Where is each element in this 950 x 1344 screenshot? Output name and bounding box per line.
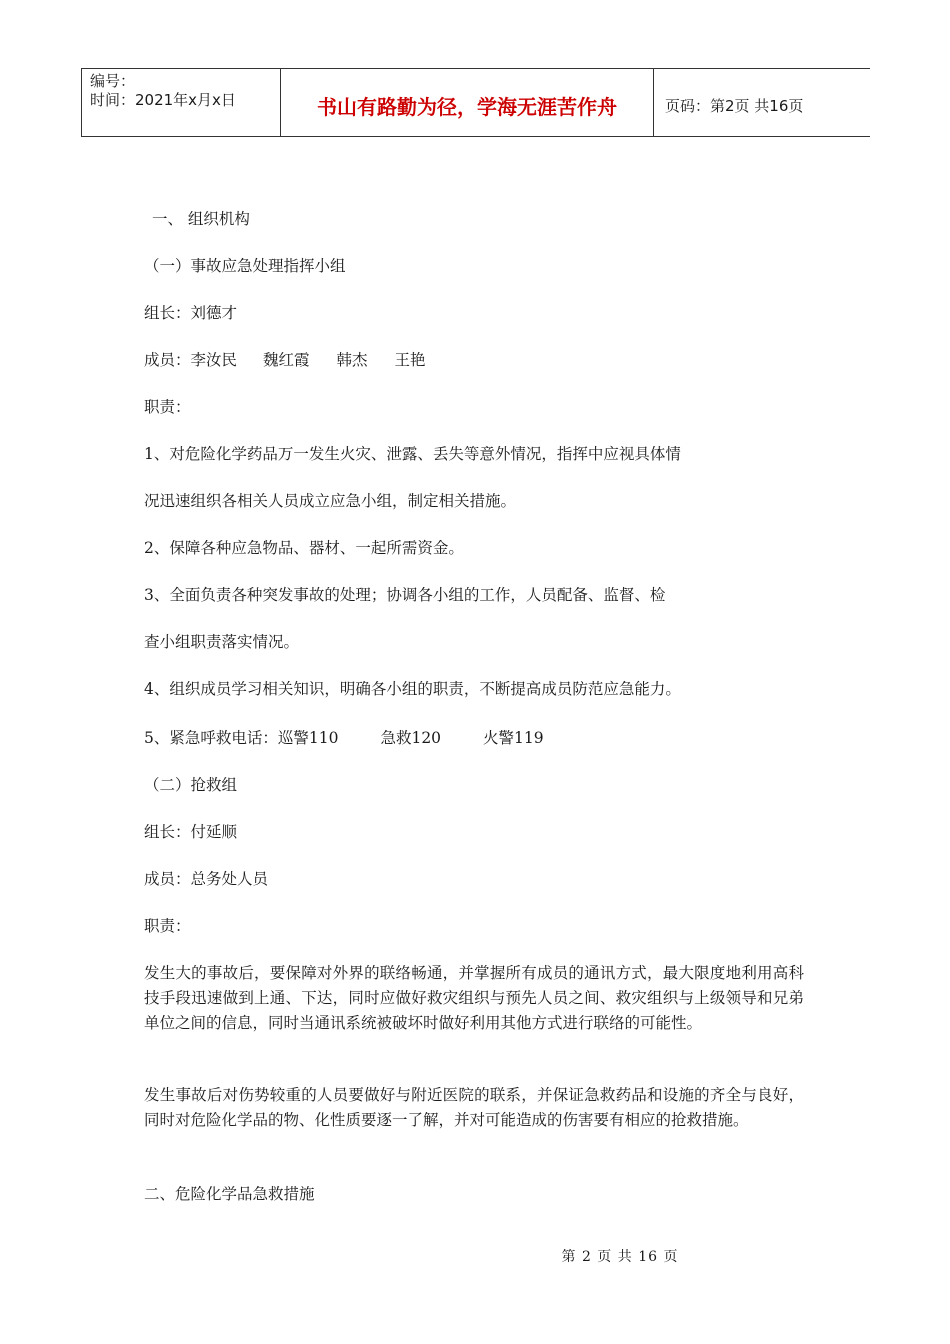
duty-item: 3、全面负责各种突发事故的处理；协调各小组的工作，人员配备、监督、检 bbox=[144, 586, 666, 604]
member-name: 韩杰 bbox=[336, 351, 368, 369]
document-date: 时间：2021年x月x日 bbox=[90, 91, 236, 109]
page-footer: 第 2 页 共 16 页 bbox=[561, 1249, 679, 1265]
member-label: 成员：李汝民 bbox=[144, 351, 238, 369]
phone-fire: 火警119 bbox=[483, 729, 544, 747]
document-code-label: 编号： bbox=[90, 72, 136, 90]
group-members: 成员：总务处人员 bbox=[144, 870, 269, 888]
section-heading: 一、 组织机构 bbox=[152, 210, 250, 228]
phone-ambulance: 急救120 bbox=[380, 729, 442, 747]
header-motto: 书山有路勤为径，学海无涯苦作舟 bbox=[281, 69, 654, 136]
group-heading: （二）抢救组 bbox=[144, 776, 238, 794]
paragraph: 发生事故后对伤势较重的人员要做好与附近医院的联系，并保证急救药品和设施的齐全与良好，同时对危险化学品的物、化性质要逐一了解，并对可能造成的伤害要有相应的抢救措施。 bbox=[144, 1086, 804, 1129]
group-leader: 组长：付延顺 bbox=[144, 823, 238, 841]
member-name: 王艳 bbox=[394, 351, 426, 369]
page-header bbox=[81, 68, 870, 137]
header-page-info: 页码：第2页 共16页 bbox=[665, 97, 804, 115]
duty-item-continued: 况迅速组织各相关人员成立应急小组，制定相关措施。 bbox=[144, 492, 517, 510]
group-members bbox=[144, 350, 426, 370]
duty-item: 2、保障各种应急物品、器材、一起所需资金。 bbox=[144, 539, 464, 557]
emergency-phones bbox=[144, 728, 544, 748]
paragraph: 发生大的事故后，要保障对外界的联络畅通，并掌握所有成员的通讯方式，最大限度地利用高科技手段迅速做到上通、下达，同时应做好救灾组织与预先人员之间、救灾组织与上级领导和兄弟单位之间的信息，同时当通讯系统被破坏时做好利用其他方式进行联络的可能性。 bbox=[144, 964, 804, 1032]
duties-label: 职责： bbox=[144, 917, 191, 935]
group-leader: 组长：刘德才 bbox=[144, 304, 238, 322]
duty-item: 1、对危险化学药品万一发生火灾、泄露、丢失等意外情况，指挥中应视具体情 bbox=[144, 445, 681, 463]
member-name: 魏红霞 bbox=[263, 351, 310, 369]
duty-item: 4、组织成员学习相关知识，明确各小组的职责，不断提高成员防范应急能力。 bbox=[144, 680, 681, 698]
section-heading: 二、危险化学品急救措施 bbox=[144, 1185, 315, 1203]
duties-label: 职责： bbox=[144, 398, 191, 416]
group-heading: （一）事故应急处理指挥小组 bbox=[144, 257, 346, 275]
header-meta bbox=[81, 69, 281, 136]
phone-police: 5、紧急呼救电话：巡警110 bbox=[144, 729, 339, 747]
duty-item-continued: 查小组职责落实情况。 bbox=[144, 633, 300, 651]
